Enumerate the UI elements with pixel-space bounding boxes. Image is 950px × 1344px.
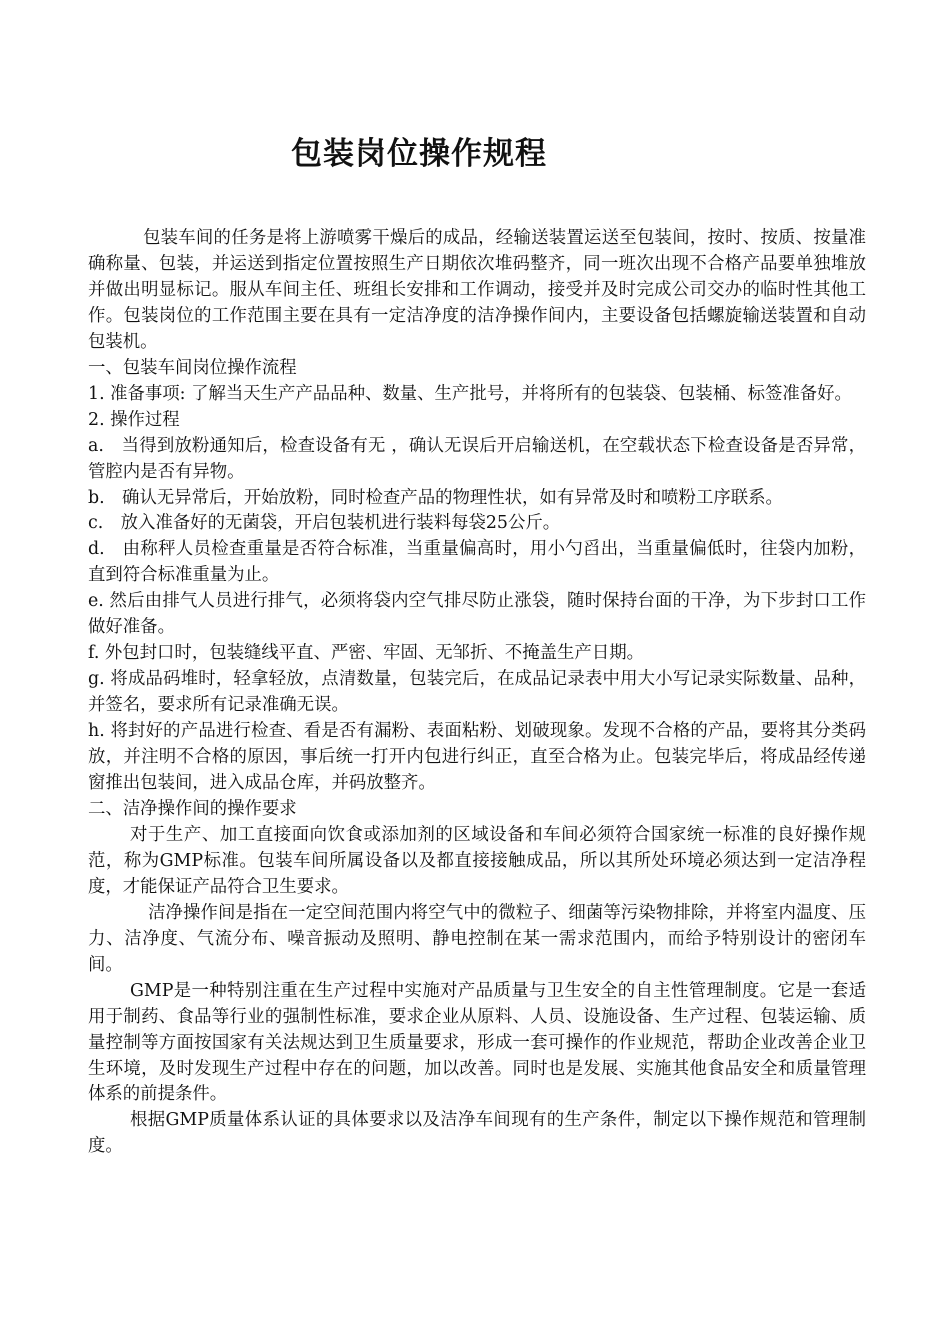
step-a: a. 当得到放粉通知后，检查设备有无 ，确认无误后开启输送机，在空载状态下检查设备是否异常，管腔内是否有异物。 (88, 435, 866, 482)
step-b: b. 确认无异常后，开始放粉，同时检查产品的物理性状，如有异常及时和喷粉工序联系。 (88, 487, 783, 508)
step-h: h. 将封好的产品进行检查、看是否有漏粉、表面粘粉、划破现象。发现不合格的产品，要将其分类码放，并注明不合格的原因，事后统一打开内包进行纠正，直至合格为止。包装完毕后，将成品经传递窗推出包装间，进入成品仓库，并码放整齐。 (88, 721, 866, 794)
cleanroom-paragraph-2: 洁净操作间是指在一定空间范围内将空气中的微粒子、细菌等污染物排除，并将室内温度、压力、洁净度、气流分布、噪音振动及照明、静电控制在某一需求范围内，而给予特别设计的密闭车间。 (88, 902, 866, 975)
step-g: g. 将成品码堆时，轻拿轻放，点清数量，包装完后，在成品记录表中用大小写记录实际数量、品种，并签名，要求所有记录准确无误。 (88, 669, 866, 716)
closing-paragraph: 根据GMP质量体系认证的具体要求以及洁净车间现有的生产条件，制定以下操作规范和管理制度。 (88, 1110, 866, 1157)
document-title: 包装岗位操作规程 (291, 136, 547, 172)
document-body (88, 226, 866, 1160)
step-c: c. 放入准备好的无菌袋，开启包装机进行装料每袋25公斤。 (88, 513, 561, 534)
intro-paragraph: 包装车间的任务是将上游喷雾干燥后的成品，经输送装置运送至包装间，按时、按质、按量准确称量、包装，并运送到指定位置按照生产日期依次堆码整齐，同一班次出现不合格产品要单独堆放并做出明显标记。服从车间主任、班组长安排和工作调动，接受并及时完成公司交办的临时性其他工作。包装岗位的工作范围主要在具有一定洁净度的洁净操作间内，主要设备包括螺旋输送装置和自动包装机。 (88, 228, 866, 352)
section-heading-1: 一、包装车间岗位操作流程 (88, 357, 297, 378)
section-heading-2: 二、洁净操作间的操作要求 (88, 798, 297, 819)
step-preparation: 1. 准备事项: 了解当天生产产品品种、数量、生产批号，并将所有的包装袋、包装桶、标签准备好。 (88, 383, 852, 404)
step-f: f. 外包封口时，包装缝线平直、严密、牢固、无邹折、不掩盖生产日期。 (88, 643, 644, 664)
step-d: d. 由称秤人员检查重量是否符合标准，当重量偏高时，用小勺舀出，当重量偏低时，往袋内加粉，直到符合标准重量为止。 (88, 539, 866, 586)
gmp-paragraph: GMP是一种特别注重在生产过程中实施对产品质量与卫生安全的自主性管理制度。它是一套适用于制药、食品等行业的强制性标准，要求企业从原料、人员、设施设备、生产过程、包装运输、质量控制等方面按国家有关法规达到卫生质量要求，形成一套可操作的作业规范，帮助企业改善企业卫生环境，及时发现生产过程中存在的问题，加以改善。同时也是发展、实施其他食品安全和质量管理体系的前提条件。 (88, 980, 866, 1105)
step-process-heading: 2. 操作过程 (88, 409, 180, 430)
step-e: e. 然后由排气人员进行排气，必须将袋内空气排尽防止涨袋，随时保持台面的干净，为下步封口工作做好准备。 (88, 591, 866, 638)
cleanroom-paragraph-1: 对于生产、加工直接面向饮食或添加剂的区域设备和车间必须符合国家统一标准的良好操作规范，称为GMP标准。包装车间所属设备以及都直接接触成品，所以其所处环境必须达到一定洁净程度，才能保证产品符合卫生要求。 (88, 824, 866, 897)
